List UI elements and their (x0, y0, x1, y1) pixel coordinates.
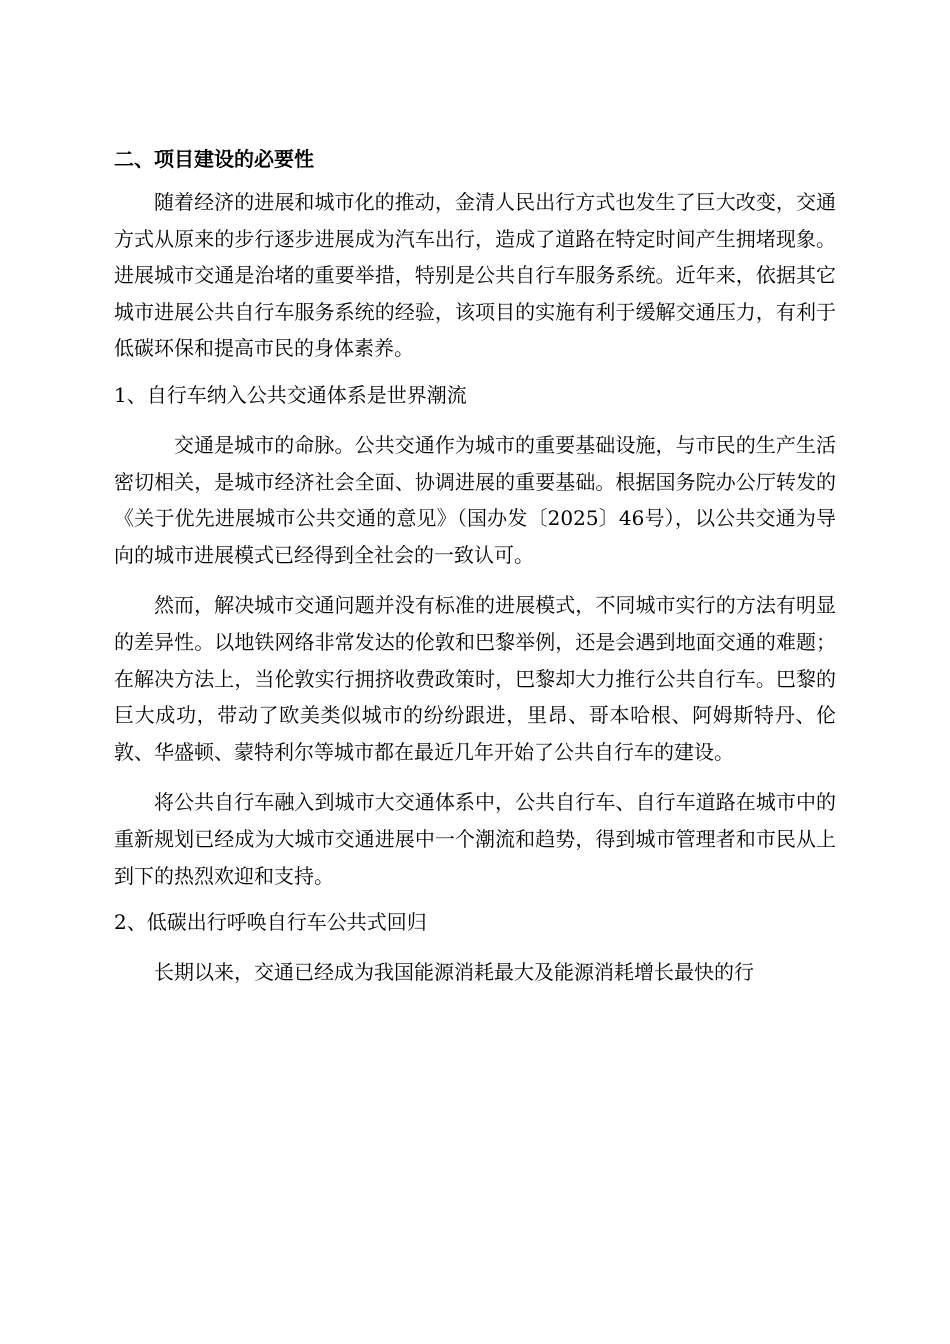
subsection-1-paragraph-2: 然而，解决城市交通问题并没有标准的进展模式，不同城市实行的方法有明显的差异性。以地铁网络非常发达的伦敦和巴黎举例，还是会遇到地面交通的难题；在解决方法上，当伦敦实行拥挤收费政策时，巴黎却大力推行公共自行车。巴黎的巨大成功，带动了欧美类似城市的纷纷跟进，里昂、哥本哈根、阿姆斯特丹、伦敦、华盛顿、蒙特利尔等城市都在最近几年开始了公共自行车的建设。 (114, 593, 836, 764)
spacer (114, 413, 836, 427)
section-heading: 二、项目建设的必要性 (114, 147, 314, 171)
subsection-2-paragraph-1: 长期以来，交通已经成为我国能源消耗最大及能源消耗增长最快的行 (154, 960, 754, 985)
spacer (114, 940, 836, 954)
spacer (114, 367, 836, 377)
document-page (114, 144, 836, 991)
spacer (114, 770, 836, 784)
spacer (114, 573, 836, 587)
subsection-1-paragraph-1: 交通是城市的命脉。公共交通作为城市的重要基础设施，与市民的生产生活密切相关，是城市经济社会全面、协调进展的重要基础。根据国务院办公厅转发的《关于优先进展城市公共交通的意见》（国办发〔2025〕46号），以公共交通为导向的城市进展模式已经得到全社会的一致认可。 (114, 432, 836, 567)
subsection-1-paragraph-3: 将公共自行车融入到城市大交通体系中，公共自行车、自行车道路在城市中的重新规划已经成为大城市交通进展中一个潮流和趋势，得到城市管理者和市民从上到下的热烈欢迎和支持。 (114, 790, 836, 888)
subsection-1-title: 1、自行车纳入公共交通体系是世界潮流 (114, 382, 467, 407)
spacer (114, 894, 836, 904)
subsection-2-title: 2、低碳出行呼唤自行车公共式回归 (114, 910, 427, 935)
intro-paragraph: 随着经济的进展和城市化的推动，金清人民出行方式也发生了巨大改变，交通方式从原来的步行逐步进展成为汽车出行，造成了道路在特定时间产生拥堵现象。进展城市交通是治堵的重要举措，特别是公共自行车服务系统。近年来，依据其它城市进展公共自行车服务系统的经验，该项目的实施有利于缓解交通压力，有利于低碳环保和提高市民的身体素养。 (114, 190, 836, 361)
